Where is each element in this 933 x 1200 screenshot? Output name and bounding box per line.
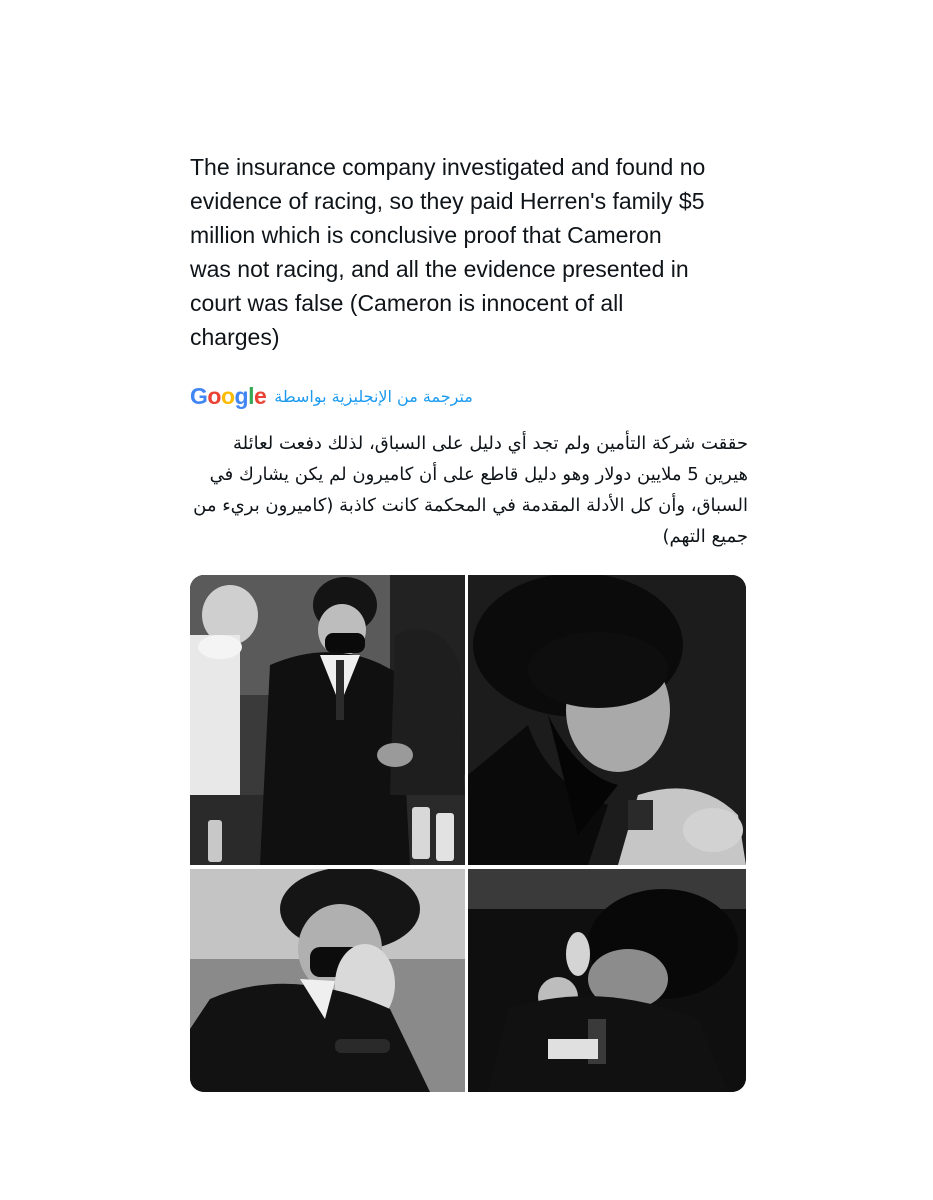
- photo-covering-face[interactable]: [190, 869, 465, 1092]
- translation-label[interactable]: مترجمة من الإنجليزية بواسطة: [274, 386, 473, 406]
- translation-attribution[interactable]: [190, 381, 746, 411]
- photo-closeup-mask[interactable]: [468, 575, 746, 865]
- google-logo-letter: o: [207, 382, 221, 409]
- photo-head-down[interactable]: [468, 869, 746, 1092]
- google-logo-letter: l: [248, 382, 254, 409]
- google-logo-letter: e: [253, 382, 267, 409]
- tweet-text: The insurance company investigated and found no evidence of racing, so they paid Herren's family $5 million which is conclusive proof that Cameron was not racing, and all the evidence presented in court was false (Cameron is innocent of all charges): [190, 154, 706, 350]
- google-logo: [190, 383, 266, 410]
- photo-courtroom-standing[interactable]: [190, 575, 465, 865]
- google-logo-letter: g: [234, 382, 249, 409]
- google-logo-letter: o: [220, 382, 235, 409]
- translated-text: حققت شركة التأمين ولم تجد أي دليل على السباق، لذلك دفعت لعائلة هيرين 5 ملايين دولار وهو دليل قاطع على أن كاميرون لم يكن يشارك في السباق، وأن كل الأدلة المقدمة في المحكمة كانت كاذبة (كاميرون بريء من جميع التهم): [193, 433, 748, 547]
- media-grid[interactable]: [190, 575, 746, 1092]
- google-logo-letter: G: [190, 382, 208, 409]
